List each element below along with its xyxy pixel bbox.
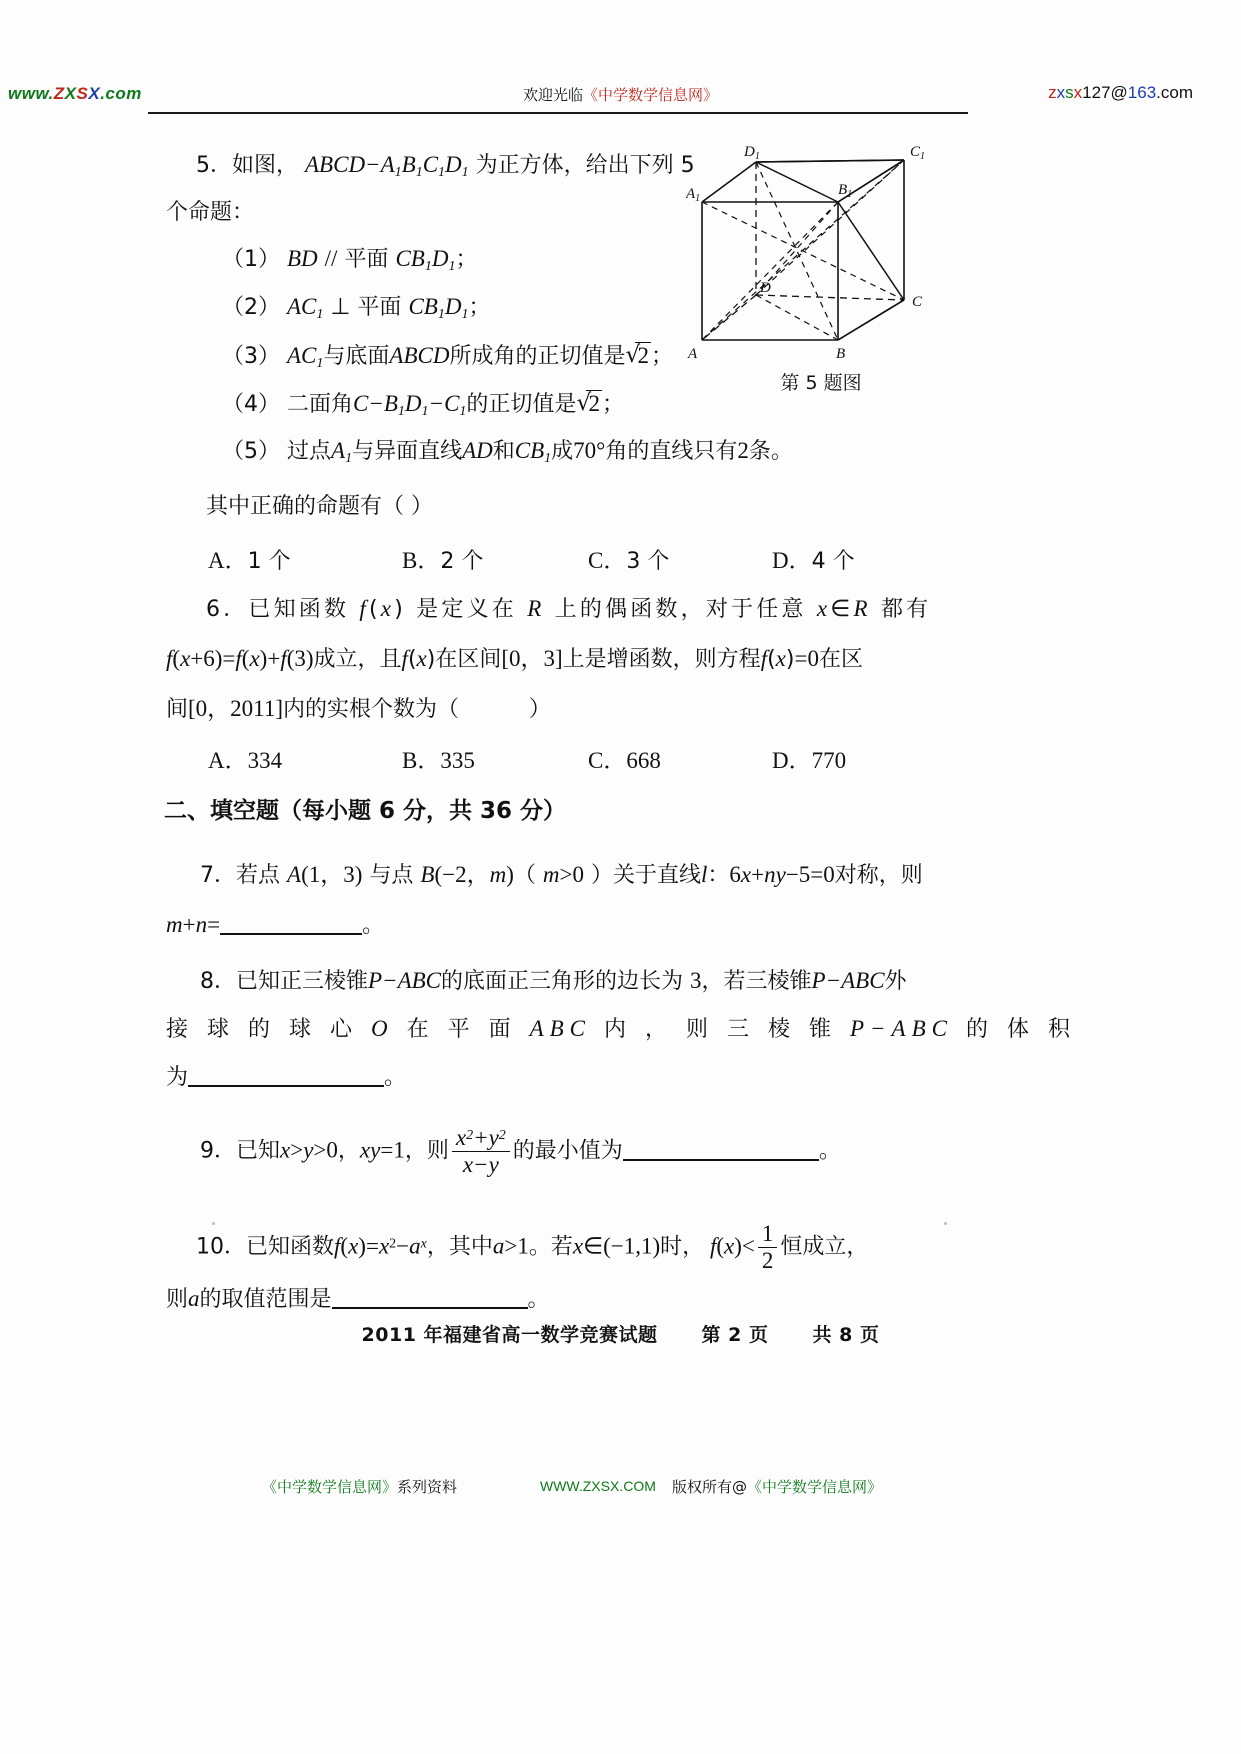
header-divider xyxy=(148,112,968,114)
q5-item-5: （5） 过点$A_1$与异面直线AD和$CB_1$成70°角的直线只有2条。 xyxy=(222,438,793,466)
welcome-prefix: 欢迎光临 xyxy=(522,86,583,104)
q8-line-2: 接 球 的 球 心 O 在 平 面 ABC 内 ， 则 三 棱 锥 P−ABC 的 体 积 xyxy=(166,1016,1076,1042)
page-footer xyxy=(0,1320,1241,1347)
footer-total-pages: 共 8 页 xyxy=(812,1324,880,1346)
q5-item-4: （4） 二面角$C-B_1D_1-C_1$的正切值是 √ 2； xyxy=(222,390,624,425)
q7-line-1: 7．若点 A(1，3) 与点 B(−2，m)（ m>0 ）关于直线l：6x+ny−5=0对称，则 xyxy=(200,862,923,888)
logo-part-www: www. xyxy=(8,84,54,103)
q7-line-2: m+n= 。 xyxy=(166,912,385,938)
q10-frac-denominator: 2 xyxy=(758,1247,778,1274)
figure-caption: 第 5 题图 xyxy=(780,372,862,394)
q10-exponent: x xyxy=(420,1236,427,1252)
q8-line-3: 为 。 xyxy=(166,1065,407,1090)
cube-label-B: B xyxy=(836,346,846,362)
cube-label-A: A xyxy=(688,346,698,362)
q5-line-2: 个命题： xyxy=(166,200,255,225)
q6-option-c: C．668 xyxy=(588,748,661,773)
bottom-bar xyxy=(0,1476,1241,1510)
cube-label-B1: $B_1$ xyxy=(838,182,853,200)
welcome-site-name: 《中学数学信息网》 xyxy=(583,86,719,104)
bottom-center-url: WWW.ZXSX.COM xyxy=(540,1478,656,1494)
q10-line-1: 10．已知函数$f(x)=x^2-a^x$，其中a>1。若x∈(−1,1)时， f(x)< $\frac{1}{2}$ 恒成立， xyxy=(196,1221,869,1273)
cube-label-D: D xyxy=(760,280,771,296)
q10-fraction xyxy=(758,1221,778,1274)
q5-item4-radical: √ 2 xyxy=(576,390,602,418)
q9-frac-numerator: $x^2+y^2$ xyxy=(455,1125,506,1150)
q6-line-2: f(x+6)=f(x)+f(3)成立，且f(x)在区间[0，3]上是增函数，则方程f(x)=0在区 xyxy=(166,646,863,672)
q10-line-2: 则a的取值范围是 。 xyxy=(166,1286,550,1312)
footer-page-number: 第 2 页 xyxy=(701,1324,769,1346)
cube-figure xyxy=(686,140,956,400)
q7-answer-blank[interactable] xyxy=(220,914,362,935)
logo-part-x1: X xyxy=(64,84,77,103)
bottom-right-text xyxy=(672,1476,882,1497)
q5-cube-name: $ABCD-A_1B_1C_1D_1$ xyxy=(305,152,469,180)
q5-option-b: B．2 个 xyxy=(402,548,484,574)
logo-part-z: Z xyxy=(53,84,65,103)
q9-frac-denominator: x−y xyxy=(452,1151,510,1178)
q5-item3-radical: √ 2 xyxy=(625,342,651,370)
email-part-com: .com xyxy=(1156,83,1193,102)
q8-line-1: 8．已知正三棱锥P−ABC的底面正三角形的边长为 3，若三棱锥P−ABC外 xyxy=(200,968,907,994)
q5-line-1: 5．如图， $ABCD-A_1B_1C_1D_1$ 为正方体，给出下列 5 xyxy=(196,152,695,180)
scan-speck-1 xyxy=(212,1222,215,1225)
email-part-x1: x xyxy=(1056,83,1066,102)
bottom-left-tail: 系列资料 xyxy=(397,1478,458,1496)
bottom-left-text xyxy=(262,1476,457,1497)
q6-option-a: A．334 xyxy=(208,748,283,773)
q6-option-b: B．335 xyxy=(402,748,475,773)
cube-label-C: C xyxy=(912,294,923,310)
logo-part-com: .com xyxy=(100,84,142,103)
logo-part-x2: X xyxy=(88,84,101,103)
logo-part-s: S xyxy=(76,84,89,103)
scan-speck-2 xyxy=(944,1222,947,1225)
email-part-s: s xyxy=(1065,83,1074,102)
email-part-z: z xyxy=(1048,83,1057,102)
q9-fraction xyxy=(452,1125,510,1178)
q5-item-3: （3） $AC_1$与底面ABCD所成角的正切值是 √ 2； xyxy=(222,342,673,377)
header-email xyxy=(1048,83,1193,103)
cube-svg xyxy=(686,140,956,400)
bottom-right-site: 《中学数学信息网》 xyxy=(747,1478,883,1496)
q6-line-1: 6．已知函数 f(x) 是定义在 R 上的偶函数，对于任意 x∈R 都有 xyxy=(206,596,932,622)
q6-option-d: D．770 xyxy=(772,748,847,773)
bottom-left-site: 《中学数学信息网》 xyxy=(262,1478,398,1496)
page-header xyxy=(0,82,1241,116)
cube-label-C1: $C_1$ xyxy=(910,144,926,162)
q5-item-2: （2） $AC_1$ ⊥ 平面 $CB_1D_1$； xyxy=(222,294,491,322)
email-part-x2: x xyxy=(1073,83,1083,102)
q5-ask: 其中正确的命题有（ ） xyxy=(206,494,433,519)
cube-label-A1: $A_1$ xyxy=(686,186,701,204)
cube-label-D1: $D_1$ xyxy=(744,144,760,162)
section-2-heading: 二、填空题（每小题 6 分，共 36 分） xyxy=(164,798,567,824)
email-part-163: 163 xyxy=(1127,83,1157,102)
q5-option-a: A．1 个 xyxy=(208,548,291,574)
q8-answer-blank[interactable] xyxy=(188,1066,384,1087)
q5-item-1: （1） BD // 平面 $CB_1D_1$； xyxy=(222,246,478,274)
q5-option-d: D．4 个 xyxy=(772,548,855,574)
q9-answer-blank[interactable] xyxy=(623,1140,819,1161)
bottom-right-prefix: 版权所有@ xyxy=(672,1478,748,1496)
footer-exam-title: 2011 年福建省高一数学竞赛试题 xyxy=(361,1324,658,1346)
q6-line-3: 间[0，2011]内的实根个数为（ ） xyxy=(166,696,551,722)
email-part-127: 127@ xyxy=(1082,83,1128,102)
q10-frac-numerator: 1 xyxy=(761,1221,774,1246)
q10-answer-blank[interactable] xyxy=(332,1288,528,1309)
q5-option-c: C．3 个 xyxy=(588,548,670,574)
q9-line: 9．已知x>y>0，xy=1，则 $\frac{x^2+y^2}{x-y}$ 的最小值为 。 xyxy=(200,1125,841,1177)
